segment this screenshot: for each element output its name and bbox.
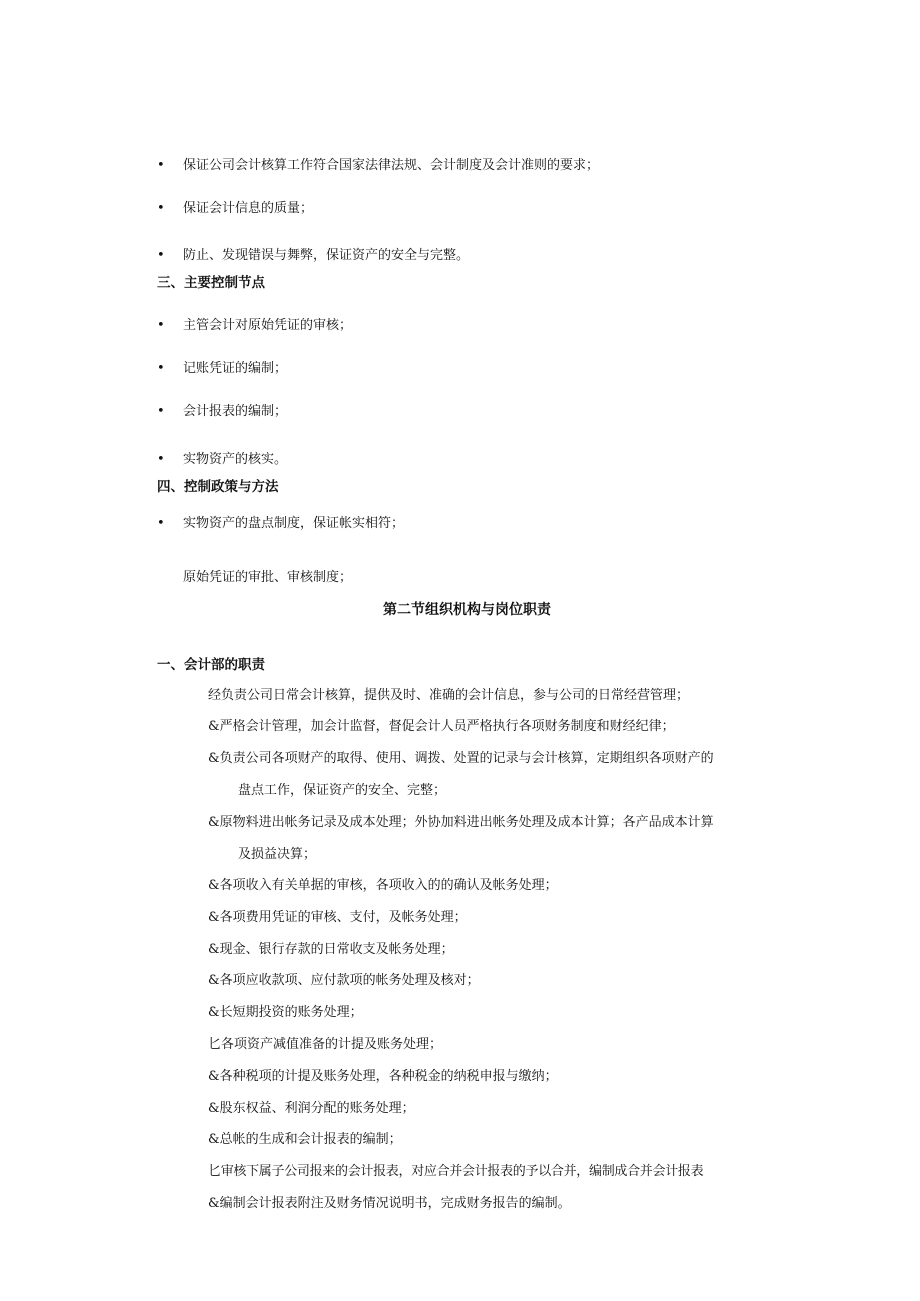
bullet-symbol: •: [157, 201, 165, 216]
control-point-item: 实物资产的核实。: [183, 452, 288, 467]
bullet-symbol: •: [157, 404, 165, 419]
duty-item-continuation: 盘点工作，保证资产的安全、完整；: [238, 783, 447, 798]
bullet-symbol: •: [157, 452, 165, 467]
duty-item: &严格会计管理，加会计监督，督促会计人员严格执行各项财务制度和财经纪律；: [208, 719, 675, 734]
chapter-title: 第二节组织机构与岗位职责: [383, 602, 551, 618]
duty-item: &股东权益、利润分配的账务处理；: [208, 1101, 415, 1116]
policy-item: 原始凭证的审批、审核制度；: [183, 570, 353, 585]
duty-item: &编制会计报表附注及财务情况说明书，完成财务报告的编制。: [208, 1196, 571, 1211]
duty-item: 匕各项资产减值准备的计提及账务处理；: [208, 1037, 443, 1052]
duty-item: &各项费用凭证的审核、支付，及帐务处理；: [208, 910, 467, 925]
duty-item: 经负责公司日常会计核算，提供及时、准确的会计信息，参与公司的日常经营管理；: [208, 688, 690, 703]
duty-item: &负责公司各项财产的取得、使用、调拨、处置的记录与会计核算，定期组织各项财产的: [208, 751, 714, 766]
duty-item-continuation: 及损益决算；: [238, 847, 317, 862]
section-heading-control-policies: 四、控制政策与方法: [157, 479, 279, 495]
control-point-item: 主管会计对原始凭证的审核；: [183, 318, 353, 333]
duty-item: 匕审核下属子公司报来的会计报表，对应合并会计报表的予以合并，编制成合并会计报表: [208, 1164, 704, 1179]
duty-item: &原物料进出帐务记录及成本处理；外协加料进出帐务处理及成本计算；各产品成本计算: [208, 815, 714, 830]
duty-item: &各项应收款项、应付款项的帐务处理及核对；: [208, 973, 480, 988]
bullet-symbol: •: [157, 318, 165, 333]
objective-item: 防止、发现错误与舞弊，保证资产的安全与完整。: [183, 248, 470, 263]
objective-item: 保证会计信息的质量；: [183, 201, 314, 216]
control-point-item: 记账凭证的编制；: [183, 361, 288, 376]
control-point-item: 会计报表的编制；: [183, 404, 288, 419]
duty-item: &长短期投资的账务处理；: [208, 1005, 363, 1020]
bullet-symbol: •: [157, 248, 165, 263]
bullet-symbol: •: [157, 516, 165, 531]
duty-item: &现金、银行存款的日常收支及帐务处理；: [208, 942, 454, 957]
objective-item: 保证公司会计核算工作符合国家法律法规、会计制度及会计准则的要求；: [183, 158, 600, 173]
section-heading-dept-duties: 一、会计部的职责: [157, 657, 265, 673]
duty-item: &总帐的生成和会计报表的编制；: [208, 1132, 402, 1147]
bullet-symbol: •: [157, 158, 165, 173]
section-heading-control-points: 三、主要控制节点: [157, 275, 265, 291]
duty-item: &各项收入有关单据的审核，各项收入的的确认及帐务处理；: [208, 878, 558, 893]
policy-item: 实物资产的盘点制度，保证帐实相符；: [183, 516, 405, 531]
duty-item: &各种税项的计提及账务处理，各种税金的纳税申报与缴纳；: [208, 1069, 558, 1084]
bullet-symbol: •: [157, 361, 165, 376]
